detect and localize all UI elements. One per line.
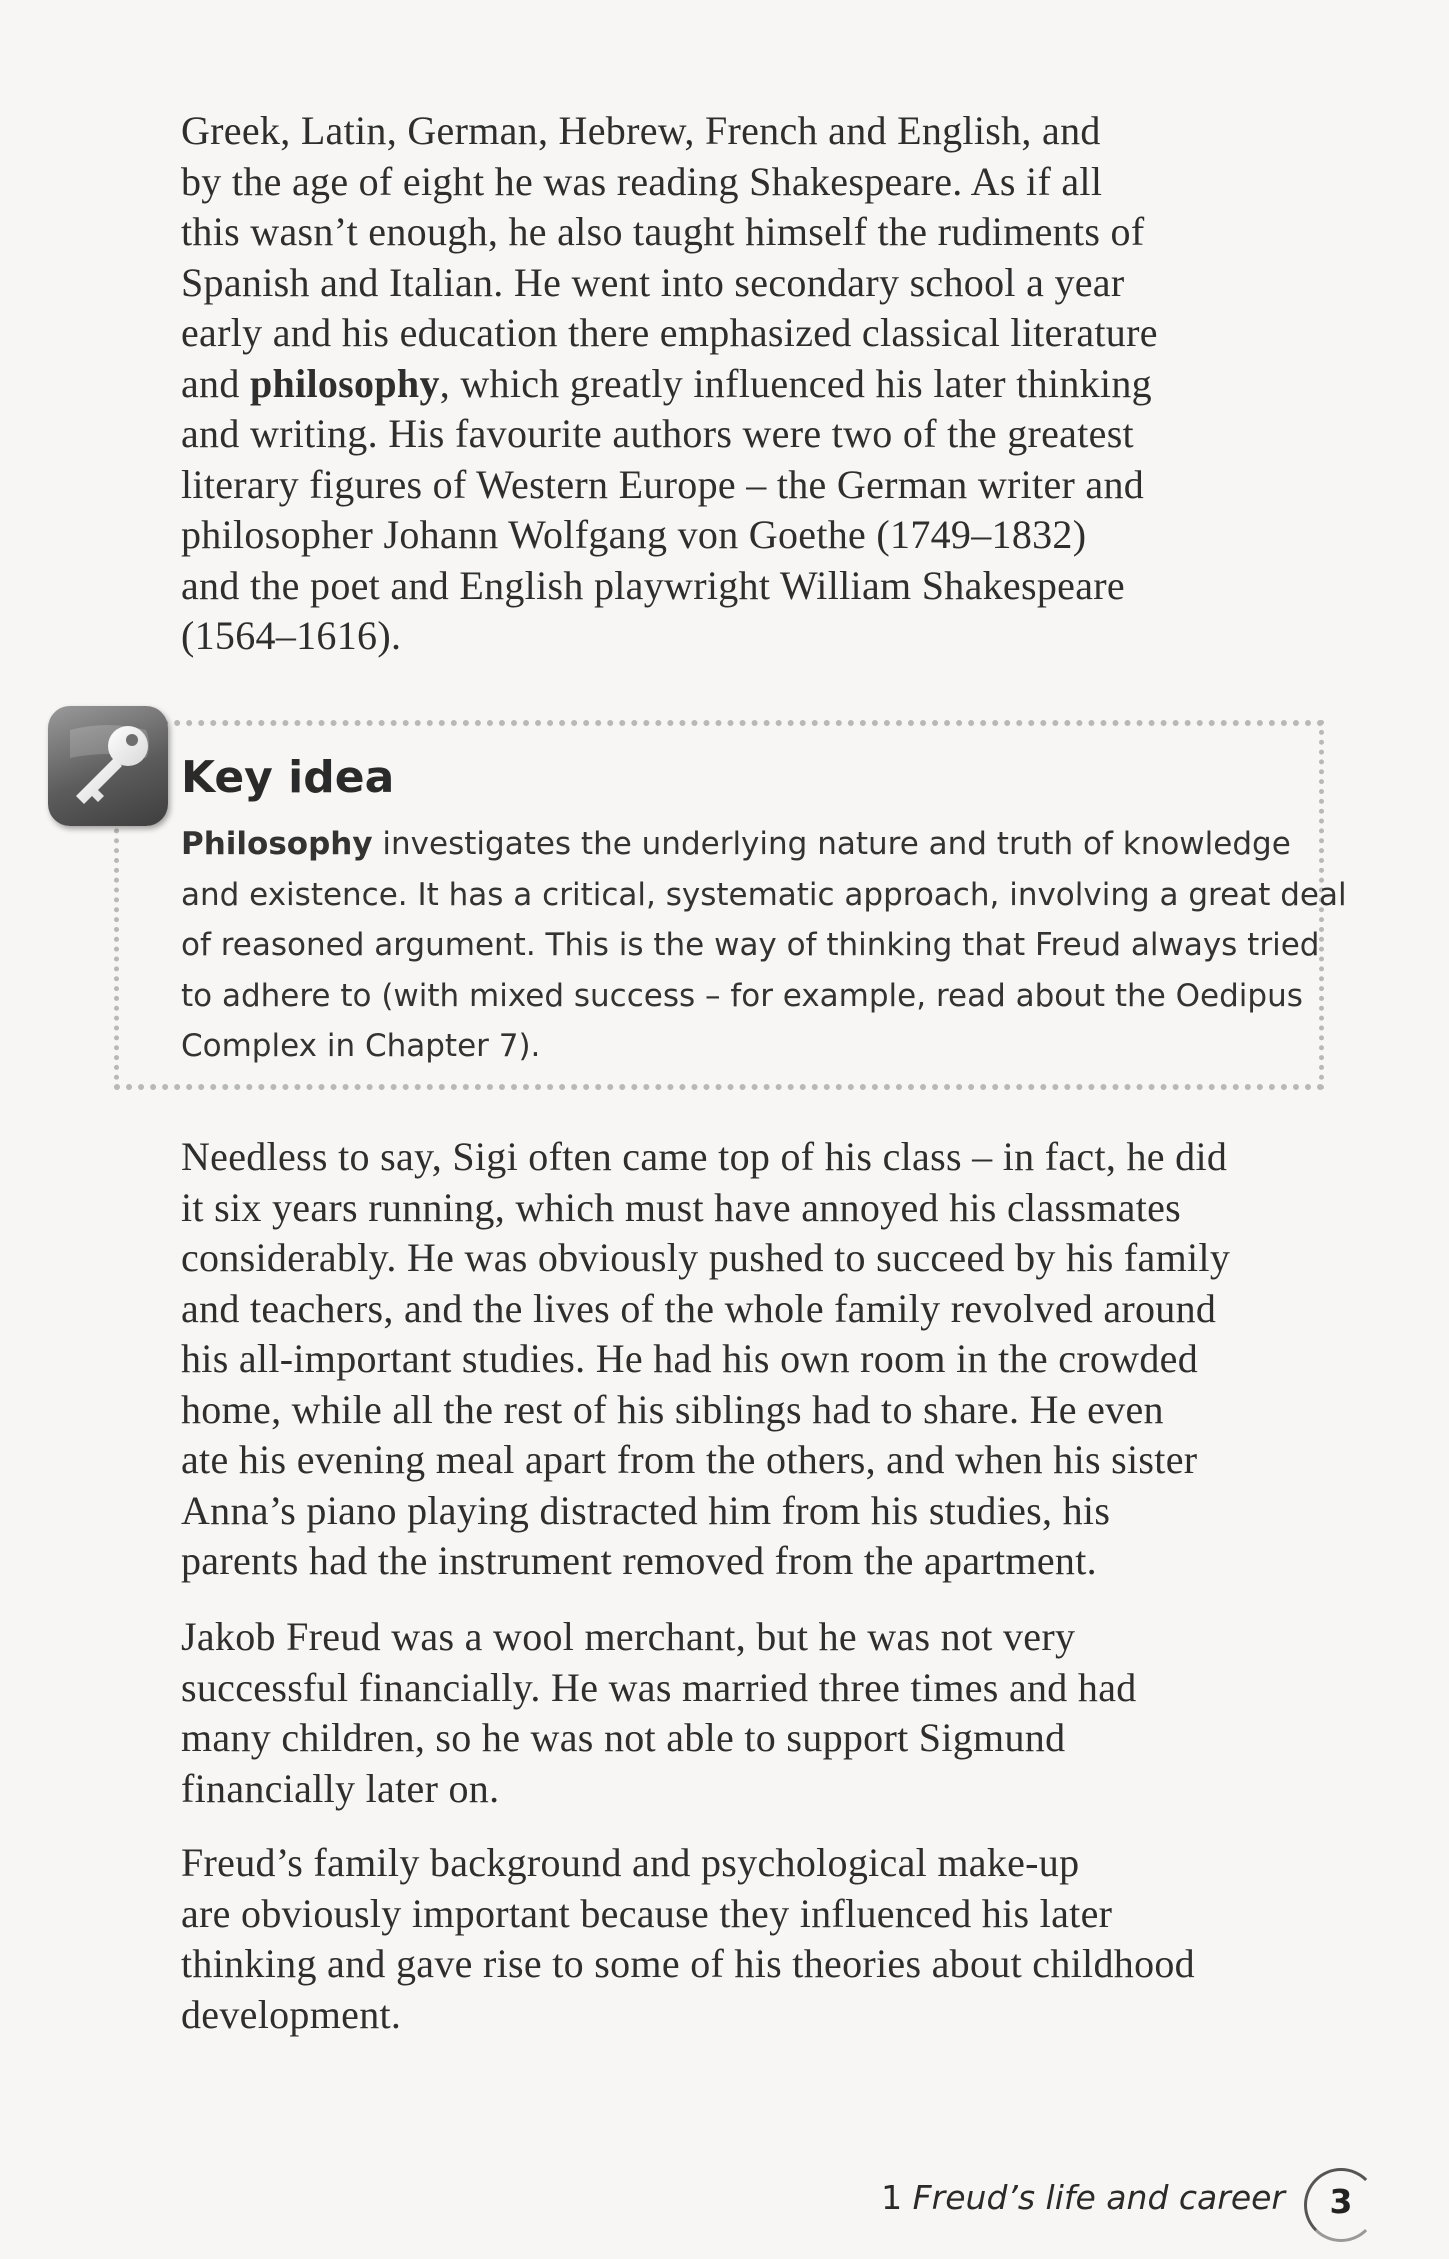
- text-line: Spanish and Italian. He went into secondary school a year: [181, 259, 1125, 305]
- paragraph-jakob-freud: [181, 1612, 1291, 1814]
- text-line: early and his education there emphasized classical literature: [181, 310, 1158, 355]
- text-fragment: and: [181, 360, 250, 406]
- text-line: [181, 819, 1291, 870]
- text-line: and teachers, and the lives of the whole family revolved around: [181, 1285, 1217, 1331]
- text-line: of reasoned argument. This is the way of thinking that Freud always tried: [181, 927, 1320, 963]
- text-line: Needless to say, Sigi often came top of his class – in fact, he did: [181, 1134, 1228, 1179]
- text-line: philosopher Johann Wolfgang von Goethe (1749–1832): [181, 512, 1087, 557]
- text-line: and writing. His favourite authors were two of the greatest: [181, 411, 1134, 456]
- text-line: it six years running, which must have annoyed his classmates: [181, 1184, 1182, 1230]
- text-line: considerably. He was obviously pushed to succeed by his family: [181, 1235, 1231, 1280]
- paragraph-languages: [181, 106, 1291, 662]
- text-line: and the poet and English playwright William Shakespeare: [181, 562, 1125, 608]
- bold-term-philosophy: Philosophy: [181, 826, 373, 862]
- text-line: development.: [181, 1991, 402, 2037]
- bold-term-philosophy: philosophy: [249, 360, 440, 406]
- text-line: many children, so he was not able to support Sigmund: [181, 1715, 1066, 1760]
- page-number: 3: [1329, 2182, 1353, 2221]
- text-line: by the age of eight he was reading Shakespeare. As if all: [181, 158, 1103, 204]
- key-icon: [48, 706, 168, 826]
- text-line: his all-important studies. He had his own room in the crowded: [181, 1336, 1199, 1381]
- text-line: home, while all the rest of his siblings had to share. He even: [181, 1386, 1164, 1432]
- page-footer: [0, 2168, 1449, 2248]
- running-footer: [881, 2178, 1285, 2217]
- text-line: are obviously important because they influenced his later: [181, 1890, 1113, 1936]
- text-fragment: investigates the underlying nature and truth of knowledge: [372, 826, 1291, 862]
- text-line: parents had the instrument removed from the apartment.: [181, 1538, 1097, 1583]
- key-idea-title: Key idea: [181, 752, 395, 803]
- text-line: literary figures of Western Europe – the German writer and: [181, 461, 1145, 507]
- text-line: and existence. It has a critical, systematic approach, involving a great deal: [181, 876, 1347, 913]
- text-line: Freud’s family background and psychological make-up: [181, 1840, 1080, 1885]
- text-line: this wasn’t enough, he also taught himself the rudiments of: [181, 209, 1145, 254]
- key-idea-text: [181, 819, 1347, 1072]
- text-line: Anna’s piano playing distracted him from his studies, his: [181, 1487, 1111, 1533]
- text-line: to adhere to (with mixed success – for example, read about the Oedipus: [181, 977, 1303, 1014]
- chapter-number: 1: [881, 2178, 903, 2217]
- text-line: Jakob Freud was a wool merchant, but he was not very: [181, 1614, 1076, 1659]
- text-line: ate his evening meal apart from the others, and when his sister: [181, 1437, 1198, 1482]
- text-line: (1564–1616).: [181, 613, 402, 658]
- text-line: [181, 359, 1291, 410]
- text-line: Complex in Chapter 7).: [181, 1028, 541, 1064]
- text-line: financially later on.: [181, 1765, 500, 1811]
- text-fragment: , which greatly influenced his later thinking: [439, 360, 1152, 406]
- text-line: successful financially. He was married three times and had: [181, 1664, 1137, 1710]
- paragraph-family-background: [181, 1838, 1291, 2040]
- text-line: Greek, Latin, German, Hebrew, French and English, and: [181, 108, 1101, 153]
- chapter-title: Freud’s life and career: [912, 2178, 1285, 2217]
- paragraph-top-of-class: [181, 1132, 1291, 1587]
- text-line: thinking and gave rise to some of his theories about childhood: [181, 1941, 1195, 1986]
